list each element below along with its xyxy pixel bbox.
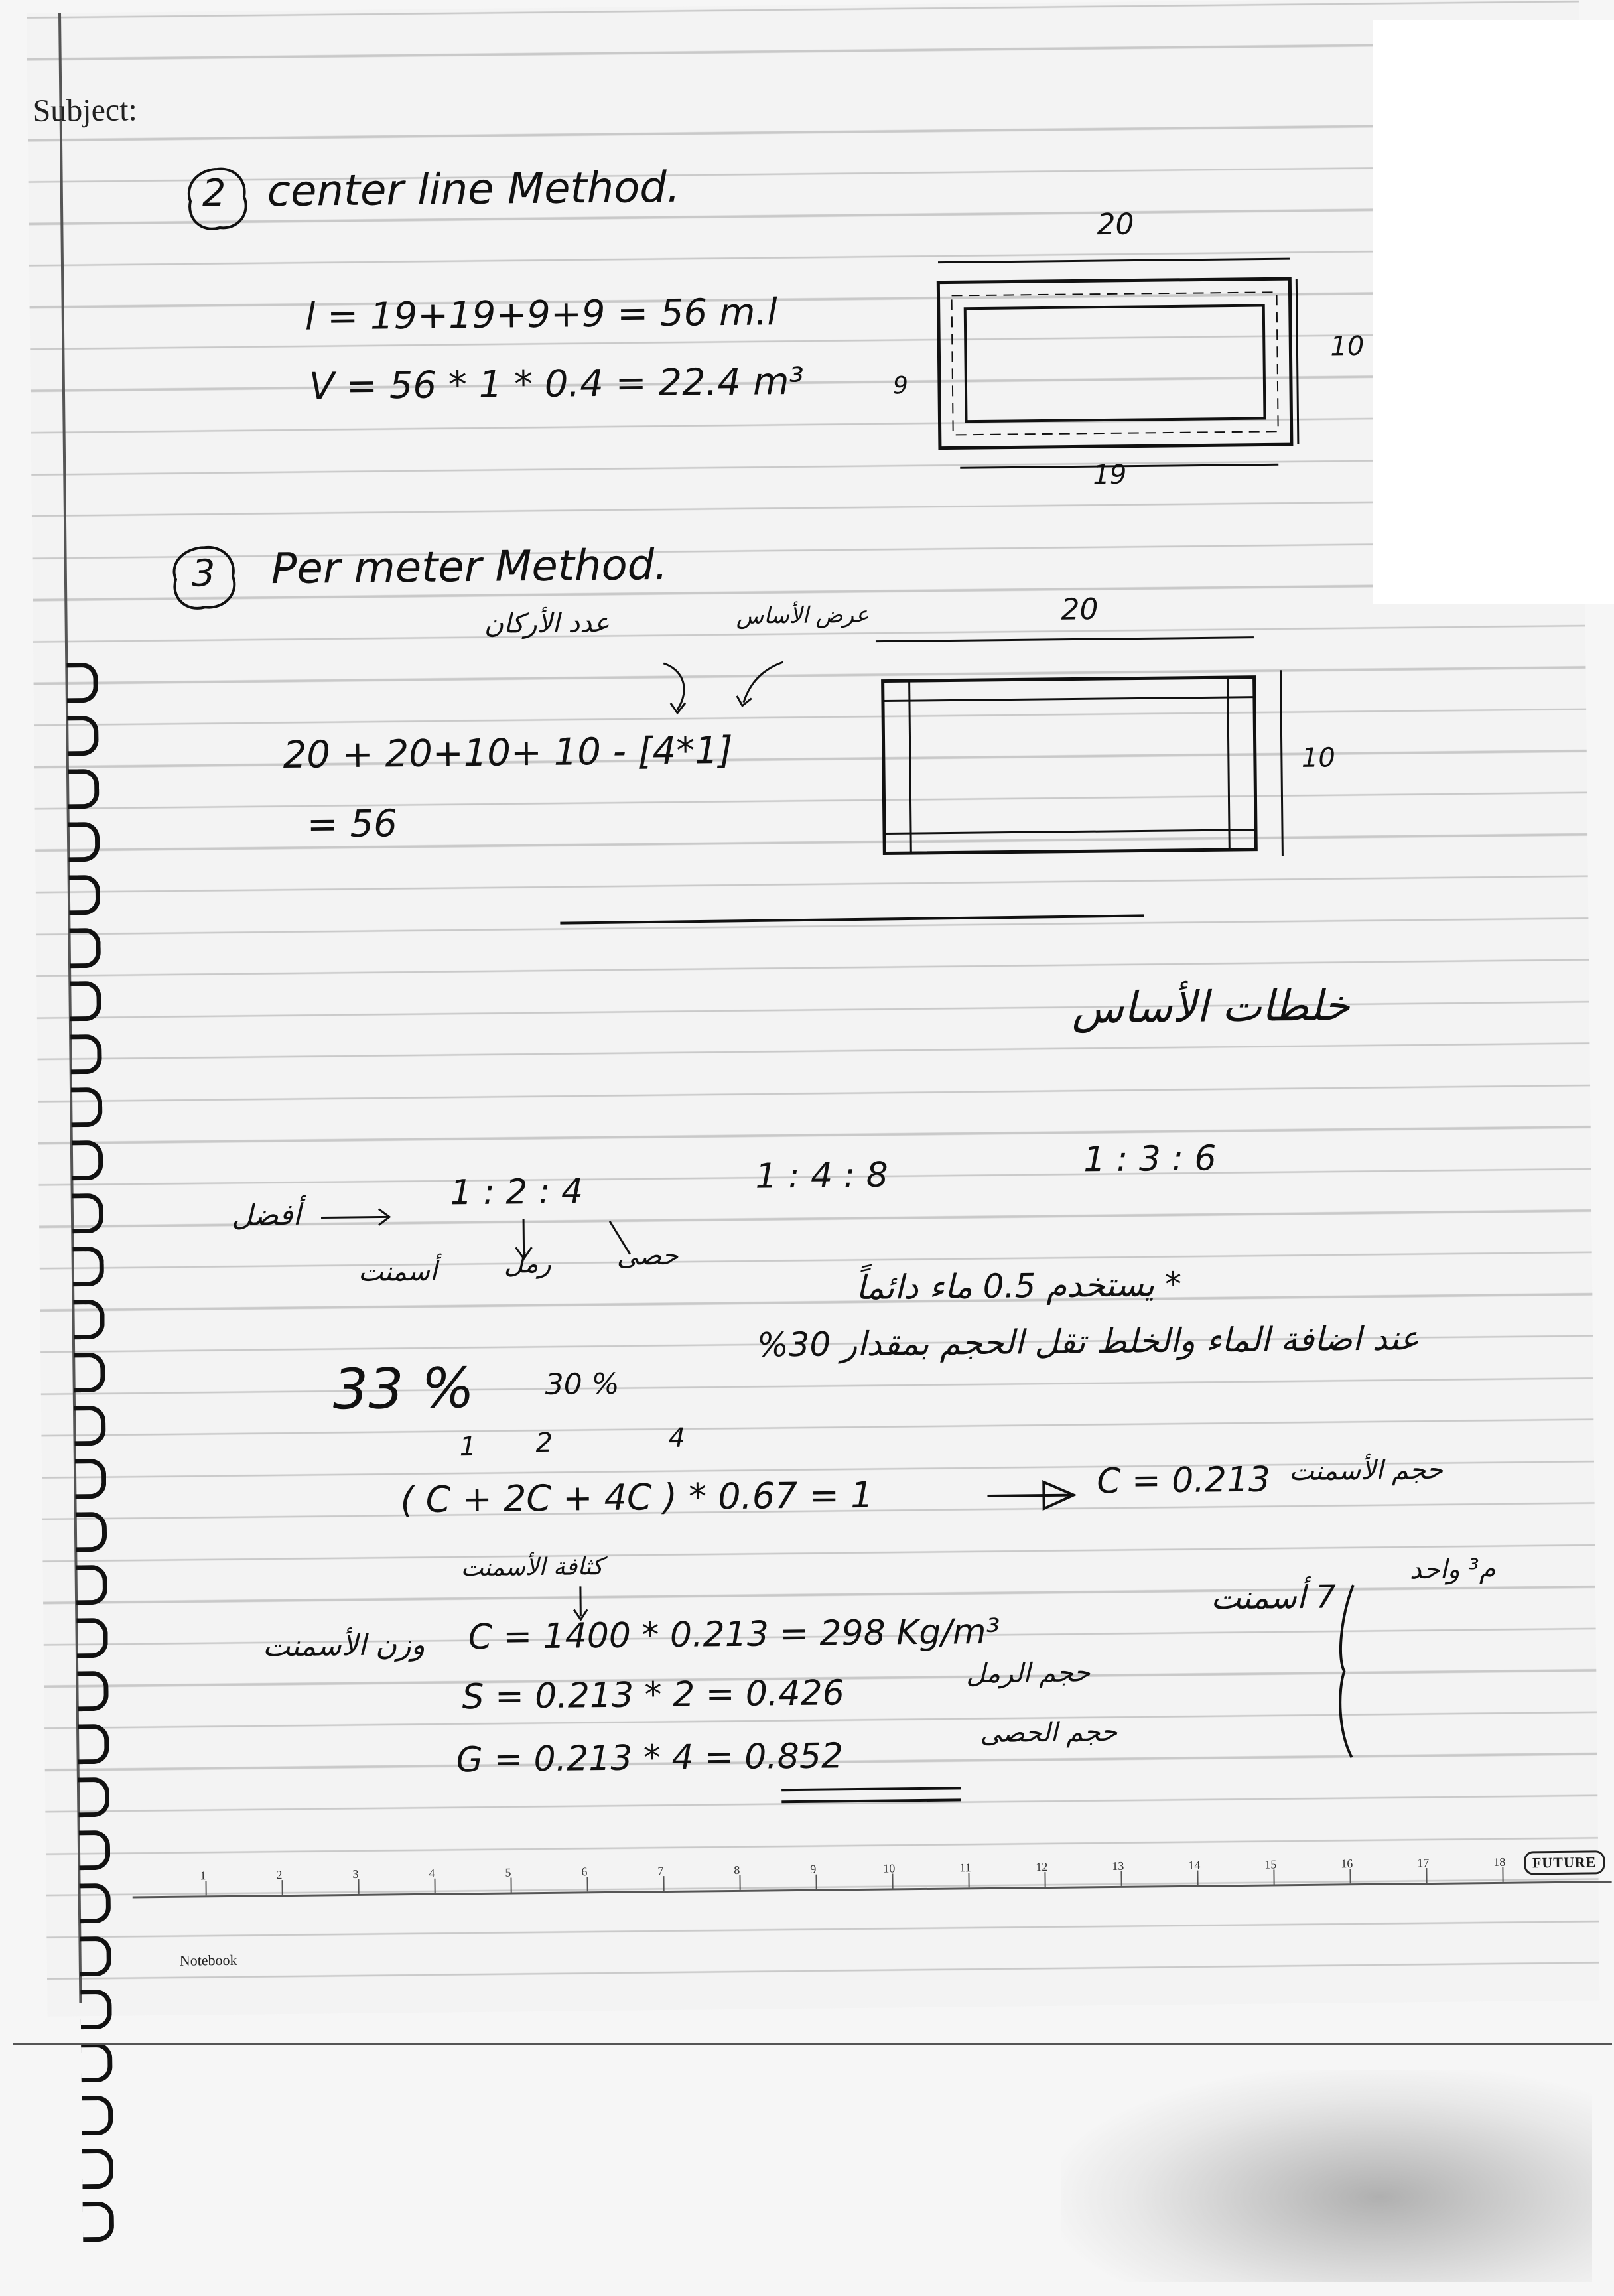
section-divider-line: [553, 904, 1151, 949]
cement-volume-equation: ( C + 2C + 4C ) * 0.67 = 1: [400, 1473, 874, 1521]
cement-volume-result: C = 0.213: [1096, 1459, 1271, 1502]
cement-arrow-label: أسمنت: [358, 1256, 438, 1288]
gravel-volume-label: حجم الحصى: [979, 1716, 1118, 1749]
cement-bags-label: 7 أسمنت: [1210, 1578, 1337, 1617]
per-meter-diagram-label-right: 10: [1301, 742, 1336, 774]
percent-33: 33 %: [332, 1355, 475, 1422]
implies-arrow: [984, 1475, 1084, 1516]
scan-smudge: [1061, 2070, 1592, 2282]
center-diagram-label-left: 9: [892, 372, 909, 400]
note-arrows: [657, 655, 790, 723]
result-underline: [775, 1781, 974, 1810]
cement-density-label: كثافة الأسمنت: [460, 1553, 604, 1582]
cement-volume-label: حجم الأسمنت: [1288, 1454, 1444, 1487]
spiral-binding: [66, 663, 127, 2017]
coefficient-1: 1: [459, 1432, 477, 1463]
center-diagram-label-bottom: 19: [1093, 459, 1127, 491]
gravel-arrow-label: حصى: [616, 1240, 679, 1272]
mixes-heading: خلطات الأساس: [1071, 981, 1351, 1034]
center-line-volume-equation: V = 56 * 1 * 0.4 = 22.4 m³: [308, 360, 805, 409]
mix-ratio-3: 1 : 3 : 6: [1083, 1138, 1217, 1180]
section-3-number: 3: [191, 552, 216, 596]
sand-equation: S = 0.213 * 2 = 0.426: [462, 1673, 845, 1718]
section-3-title: Per meter Method.: [271, 540, 668, 594]
gravel-equation: G = 0.213 * 4 = 0.852: [456, 1736, 844, 1781]
per-meter-sum-equation: 20 + 20+10+ 10 - [4*1]: [283, 728, 734, 777]
center-diagram-label-right: 10: [1330, 330, 1365, 362]
section-2-title: center line Method.: [267, 163, 681, 217]
notebook-page: [27, 0, 1599, 2017]
water-note: * يستخدم 0.5 ماء دائماً: [855, 1264, 1182, 1308]
subject-label: Subject:: [33, 92, 138, 129]
page-ruler: 1 2 3 4 5 6 7 8 9 10 11 12 13 14 15 16 17 18 FUTURE: [132, 1854, 1612, 1929]
per-meter-result: = 56: [306, 802, 398, 846]
center-line-diagram: [884, 218, 1391, 502]
notebook-label: Notebook: [179, 1951, 237, 1969]
mix-ratio-best: 1 : 2 : 4: [450, 1172, 584, 1213]
per-meter-diagram: [869, 610, 1323, 894]
brace: [1330, 1578, 1365, 1765]
cement-weight-equation: C = 1400 * 0.213 = 298 Kg/m³: [468, 1611, 1000, 1658]
note-foundation-width: عرض الأساس: [736, 601, 869, 630]
best-label: أفضل: [231, 1197, 302, 1233]
section-2-number: 2: [202, 171, 226, 216]
sand-volume-label: حجم الرمل: [966, 1657, 1091, 1690]
shrinkage-note: عند اضافة الماء والخلط تقل الحجم بمقدار 30%: [756, 1319, 1420, 1365]
sand-arrow-label: رمل: [504, 1248, 552, 1280]
mix-ratio-2: 1 : 4 : 8: [755, 1155, 889, 1197]
center-diagram-label-top: 20: [1097, 207, 1134, 242]
per-meter-diagram-label-top: 20: [1061, 592, 1099, 627]
coefficient-4: 4: [668, 1422, 686, 1453]
center-line-length-equation: l = 19+19+9+9 = 56 m.l: [304, 291, 778, 339]
one-cubic-meter-label: م³ واحد: [1409, 1553, 1496, 1586]
cement-weight-label: وزن الأسمنت: [262, 1627, 425, 1664]
page-bottom-edge: [13, 2043, 1612, 2045]
note-number-of-corners: عدد الأركان: [484, 607, 610, 640]
best-arrow: [318, 1203, 397, 1231]
coefficient-2: 2: [535, 1427, 553, 1459]
percent-30: 30 %: [545, 1367, 620, 1402]
scan-blank-area: [1373, 20, 1614, 604]
brand-logo: FUTURE: [1524, 1850, 1605, 1875]
